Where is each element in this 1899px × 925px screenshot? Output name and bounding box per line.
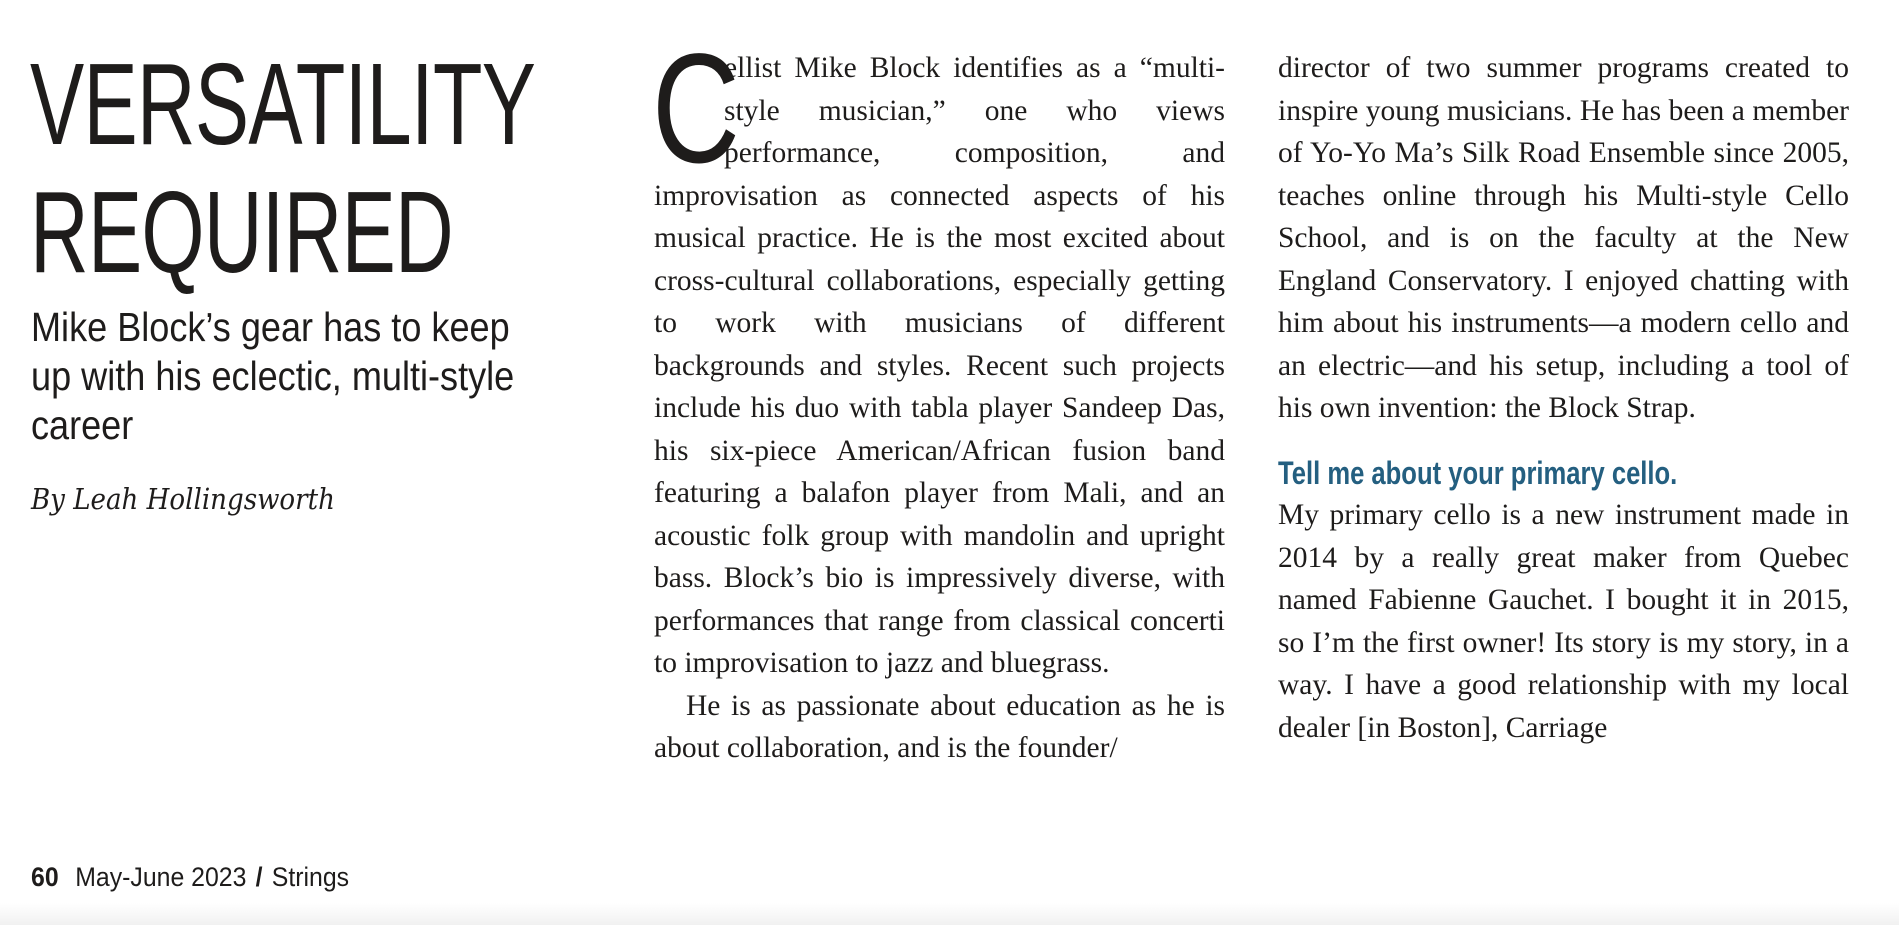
body-paragraph-continued: director of two summer programs created to inspire young musicians. He has been a member of Yo-Yo Ma’s Silk Road Ensemble since 2005, teaches online through his Multi-style Cello School, and is on the faculty at the New England Conservatory. I enjoyed chatting with him about his instruments—a modern cello and an electric—and his setup, including a tool of his own invention: the Block Strap.: [1278, 52, 1849, 424]
subheadline: Mike Block’s gear has to keep up with his eclectic, multi-style career: [31, 304, 515, 448]
body-paragraph: He is as passionate about education as he is about collaboration, and is the founder/: [654, 689, 1225, 764]
drop-cap: C: [652, 22, 740, 196]
intro-paragraph: [652, 22, 1225, 685]
interview-question: Tell me about your primary cello.: [1278, 454, 1678, 491]
footer-separator: /: [255, 862, 263, 892]
headline: [30, 39, 536, 297]
magazine-name: Strings: [271, 862, 350, 892]
page-bottom-edge: [0, 903, 1899, 925]
byline: By Leah Hollingsworth: [31, 482, 335, 516]
body-column-1: [652, 22, 1225, 770]
interview-answer: My primary cello is a new instrument made in 2014 by a really great maker from Quebec named Fabienne Gauchet. I bought it in 2015, so I’m the first owner! Its story is my story, in a way. I have a good relationship with my local dealer [in Boston], Carriage: [1278, 499, 1849, 744]
body-column-2: [1278, 47, 1849, 749]
headline-line-1: VERSATILITY: [30, 39, 536, 169]
intro-paragraph-text: ellist Mike Block identifies as a “multi-style musician,” one who views performance, composition, and improvisation as connected aspects of his musical practice. He is the most excited about cross-cultural collaborations, especially getting to work with musicians of different backgrounds and styles. Recent such projects include his duo with tabla player Sandeep Das, his six-piece American/African fusion band featuring a balafon player from Mali, and an acoustic folk group with mandolin and upright bass. Block’s bio is impressively diverse, with performances that range from classical concerti to improvisation to jazz and bluegrass.: [654, 52, 1225, 679]
issue-date: May-June 2023: [75, 862, 247, 892]
headline-line-2: REQUIRED: [30, 167, 454, 297]
page-number: 60: [31, 862, 59, 892]
page-footer: [31, 860, 349, 894]
